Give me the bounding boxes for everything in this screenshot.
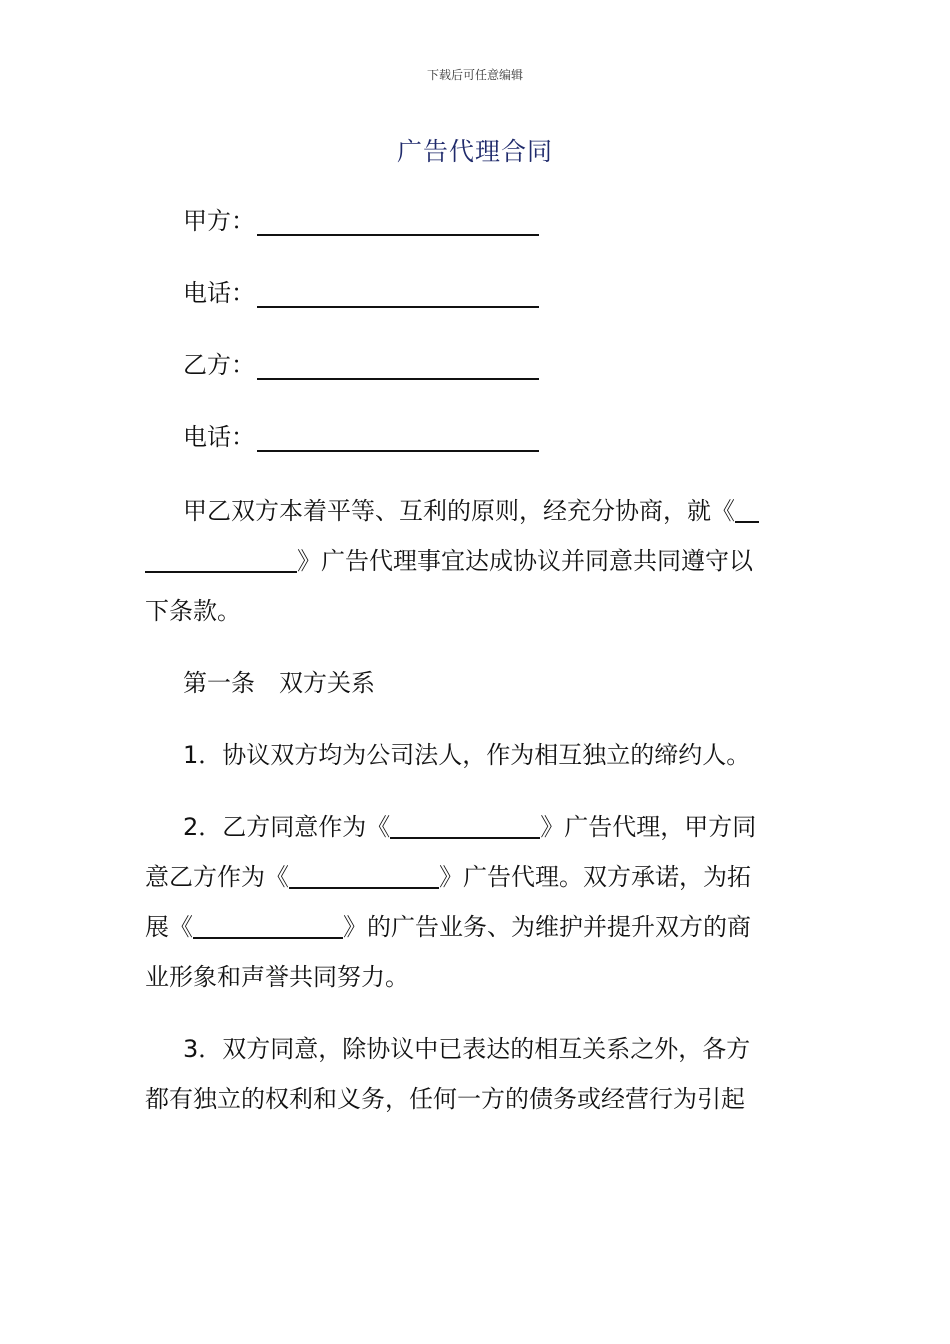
party-b-field: [183, 350, 539, 380]
article-1-item-3: [145, 1024, 795, 1124]
phone-b-field: [183, 422, 539, 452]
item-2-line-4: 业形象和声誉共同努力。: [145, 963, 409, 991]
party-a-blank: [257, 208, 539, 236]
party-a-field: [183, 206, 539, 236]
media-name-blank-1: [390, 809, 540, 839]
item-3-line-2: 都有独立的权利和义务，任何一方的债务或经营行为引起: [145, 1085, 745, 1113]
item-2-line-3a: 展《: [145, 913, 193, 941]
phone-a-blank: [257, 280, 539, 308]
article-1-item-1: [145, 730, 795, 780]
media-name-blank-3: [193, 909, 343, 939]
header-note: 下载后可任意编辑: [426, 68, 523, 82]
article-1-heading: [145, 658, 795, 708]
intro-line-1: 甲乙双方本着平等、互利的原则，经充分协商，就《: [183, 497, 735, 525]
agreement-name-blank-cont: [145, 543, 297, 573]
phone-a-field: [183, 278, 539, 308]
document-title: 广告代理合同: [396, 137, 553, 166]
item-1-text: 1．协议双方均为公司法人，作为相互独立的缔约人。: [183, 741, 751, 769]
item-2-line-1a: 2．乙方同意作为《: [183, 813, 391, 841]
media-name-blank-2: [289, 859, 439, 889]
article-1-item-2: [145, 802, 795, 1002]
intro-line-3: 下条款。: [145, 597, 241, 625]
party-a-label: 甲方：: [183, 207, 255, 235]
intro-line-2: 》广告代理事宜达成协议并同意共同遵守以: [297, 547, 753, 575]
item-2-line-1b: 》广告代理，甲方同: [540, 813, 757, 841]
phone-b-label: 电话：: [183, 423, 255, 451]
item-2-line-2a: 意乙方作为《: [145, 863, 289, 891]
item-2-line-2b: 》广告代理。双方承诺，为拓: [439, 863, 751, 891]
intro-paragraph: [145, 486, 795, 636]
phone-b-blank: [257, 424, 539, 452]
item-2-line-3b: 》的广告业务、为维护并提升双方的商: [343, 913, 751, 941]
party-b-blank: [257, 352, 539, 380]
party-b-label: 乙方：: [183, 351, 255, 379]
phone-a-label: 电话：: [183, 279, 255, 307]
article-1-heading-text: 第一条 双方关系: [183, 669, 375, 697]
item-3-line-1: 3．双方同意，除协议中已表达的相互关系之外，各方: [183, 1035, 751, 1063]
agreement-name-blank: [735, 493, 759, 523]
